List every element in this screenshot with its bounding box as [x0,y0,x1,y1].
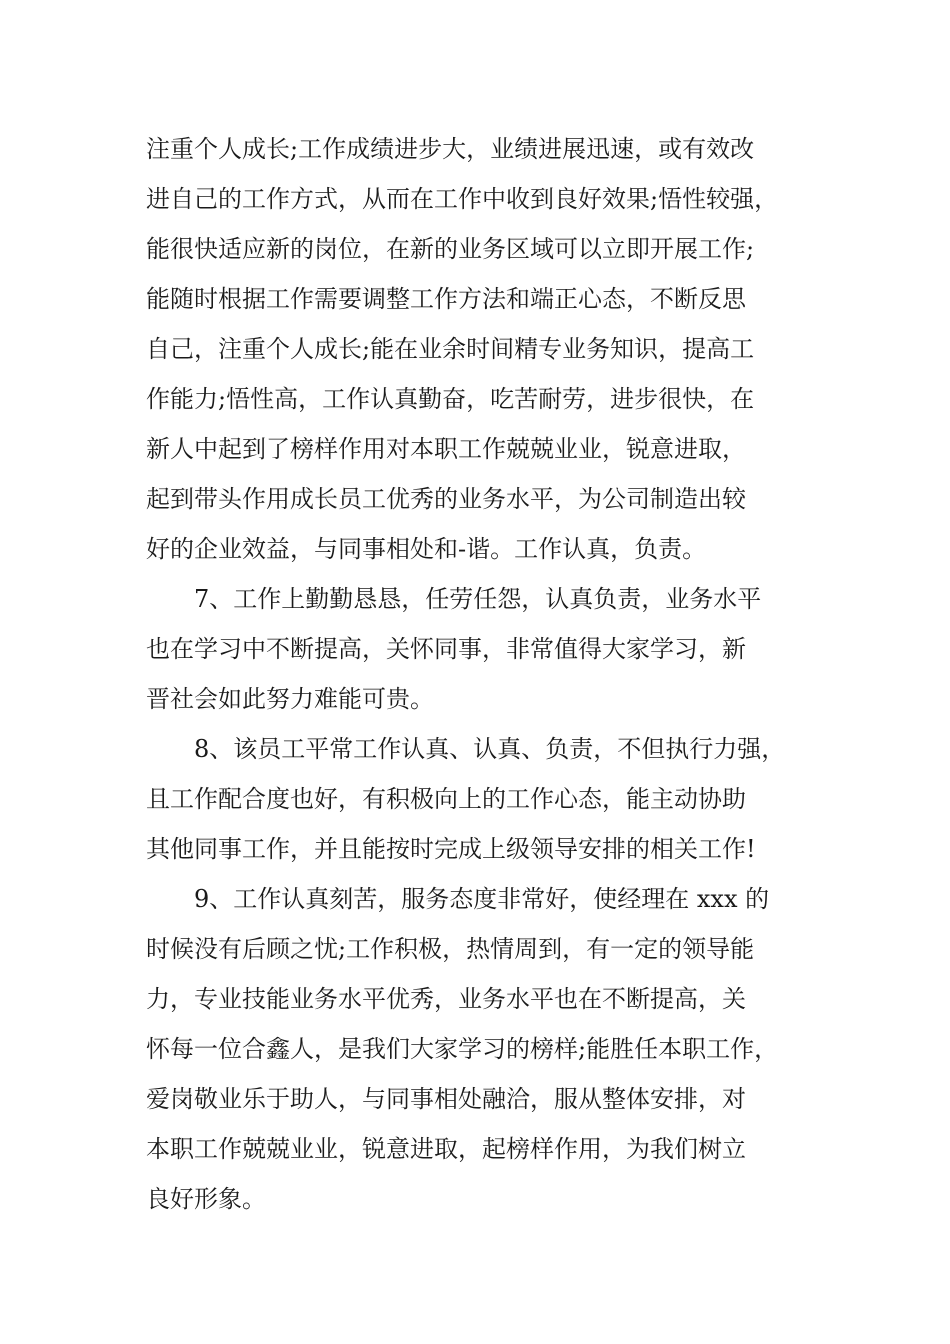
text-line: 7、工作上勤勤恳恳，任劳任怨，认真负责，业务水平 [194,585,762,613]
text-line: 8、该员工平常工作认真、认真、负责，不但执行力强， [194,735,786,763]
text-line: 良好形象。 [146,1185,266,1213]
text-line: 怀每一位合鑫人，是我们大家学习的榜样;能胜任本职工作， [146,1035,779,1063]
text-line: 作能力;悟性高，工作认真勤奋，吃苦耐劳，进步很快，在 [146,385,755,413]
text-line: 晋社会如此努力难能可贵。 [146,685,434,713]
text-line: 也在学习中不断提高，关怀同事，非常值得大家学习，新 [146,635,746,663]
text-line: 且工作配合度也好，有积极向上的工作心态，能主动协助 [146,785,746,813]
text-line: 好的企业效益，与同事相处和-谐。工作认真，负责。 [146,535,707,563]
paragraph-item-9 [146,874,836,1224]
paragraph-item-8 [146,724,836,874]
text-line: 能随时根据工作需要调整工作方法和端正心态，不断反思 [146,285,746,313]
text-line: 自己，注重个人成长;能在业余时间精专业务知识，提高工 [146,335,755,363]
text-line: 起到带头作用成长员工优秀的业务水平，为公司制造出较 [146,485,746,513]
text-line: 力，专业技能业务水平优秀，业务水平也在不断提高，关 [146,985,746,1013]
text-line: 时候没有后顾之忧;工作积极，热情周到，有一定的领导能 [146,935,755,963]
text-line: 新人中起到了榜样作用对本职工作兢兢业业，锐意进取， [146,435,746,463]
text-line: 其他同事工作，并且能按时完成上级领导安排的相关工作! [146,835,756,863]
paragraph-item-7 [146,574,836,724]
text-line: 进自己的工作方式，从而在工作中收到良好效果;悟性较强， [146,185,779,213]
text-line: 能很快适应新的岗位，在新的业务区域可以立即开展工作; [146,235,755,263]
document-body [146,124,836,1224]
paragraph-continuation [146,124,836,574]
text-line: 本职工作兢兢业业，锐意进取，起榜样作用，为我们树立 [146,1135,746,1163]
text-line: 爱岗敬业乐于助人，与同事相处融洽，服从整体安排，对 [146,1085,746,1113]
text-line: 注重个人成长;工作成绩进步大，业绩进展迅速，或有效改 [146,135,755,163]
text-line: 9、工作认真刻苦，服务态度非常好，使经理在 xxx 的 [194,885,770,913]
